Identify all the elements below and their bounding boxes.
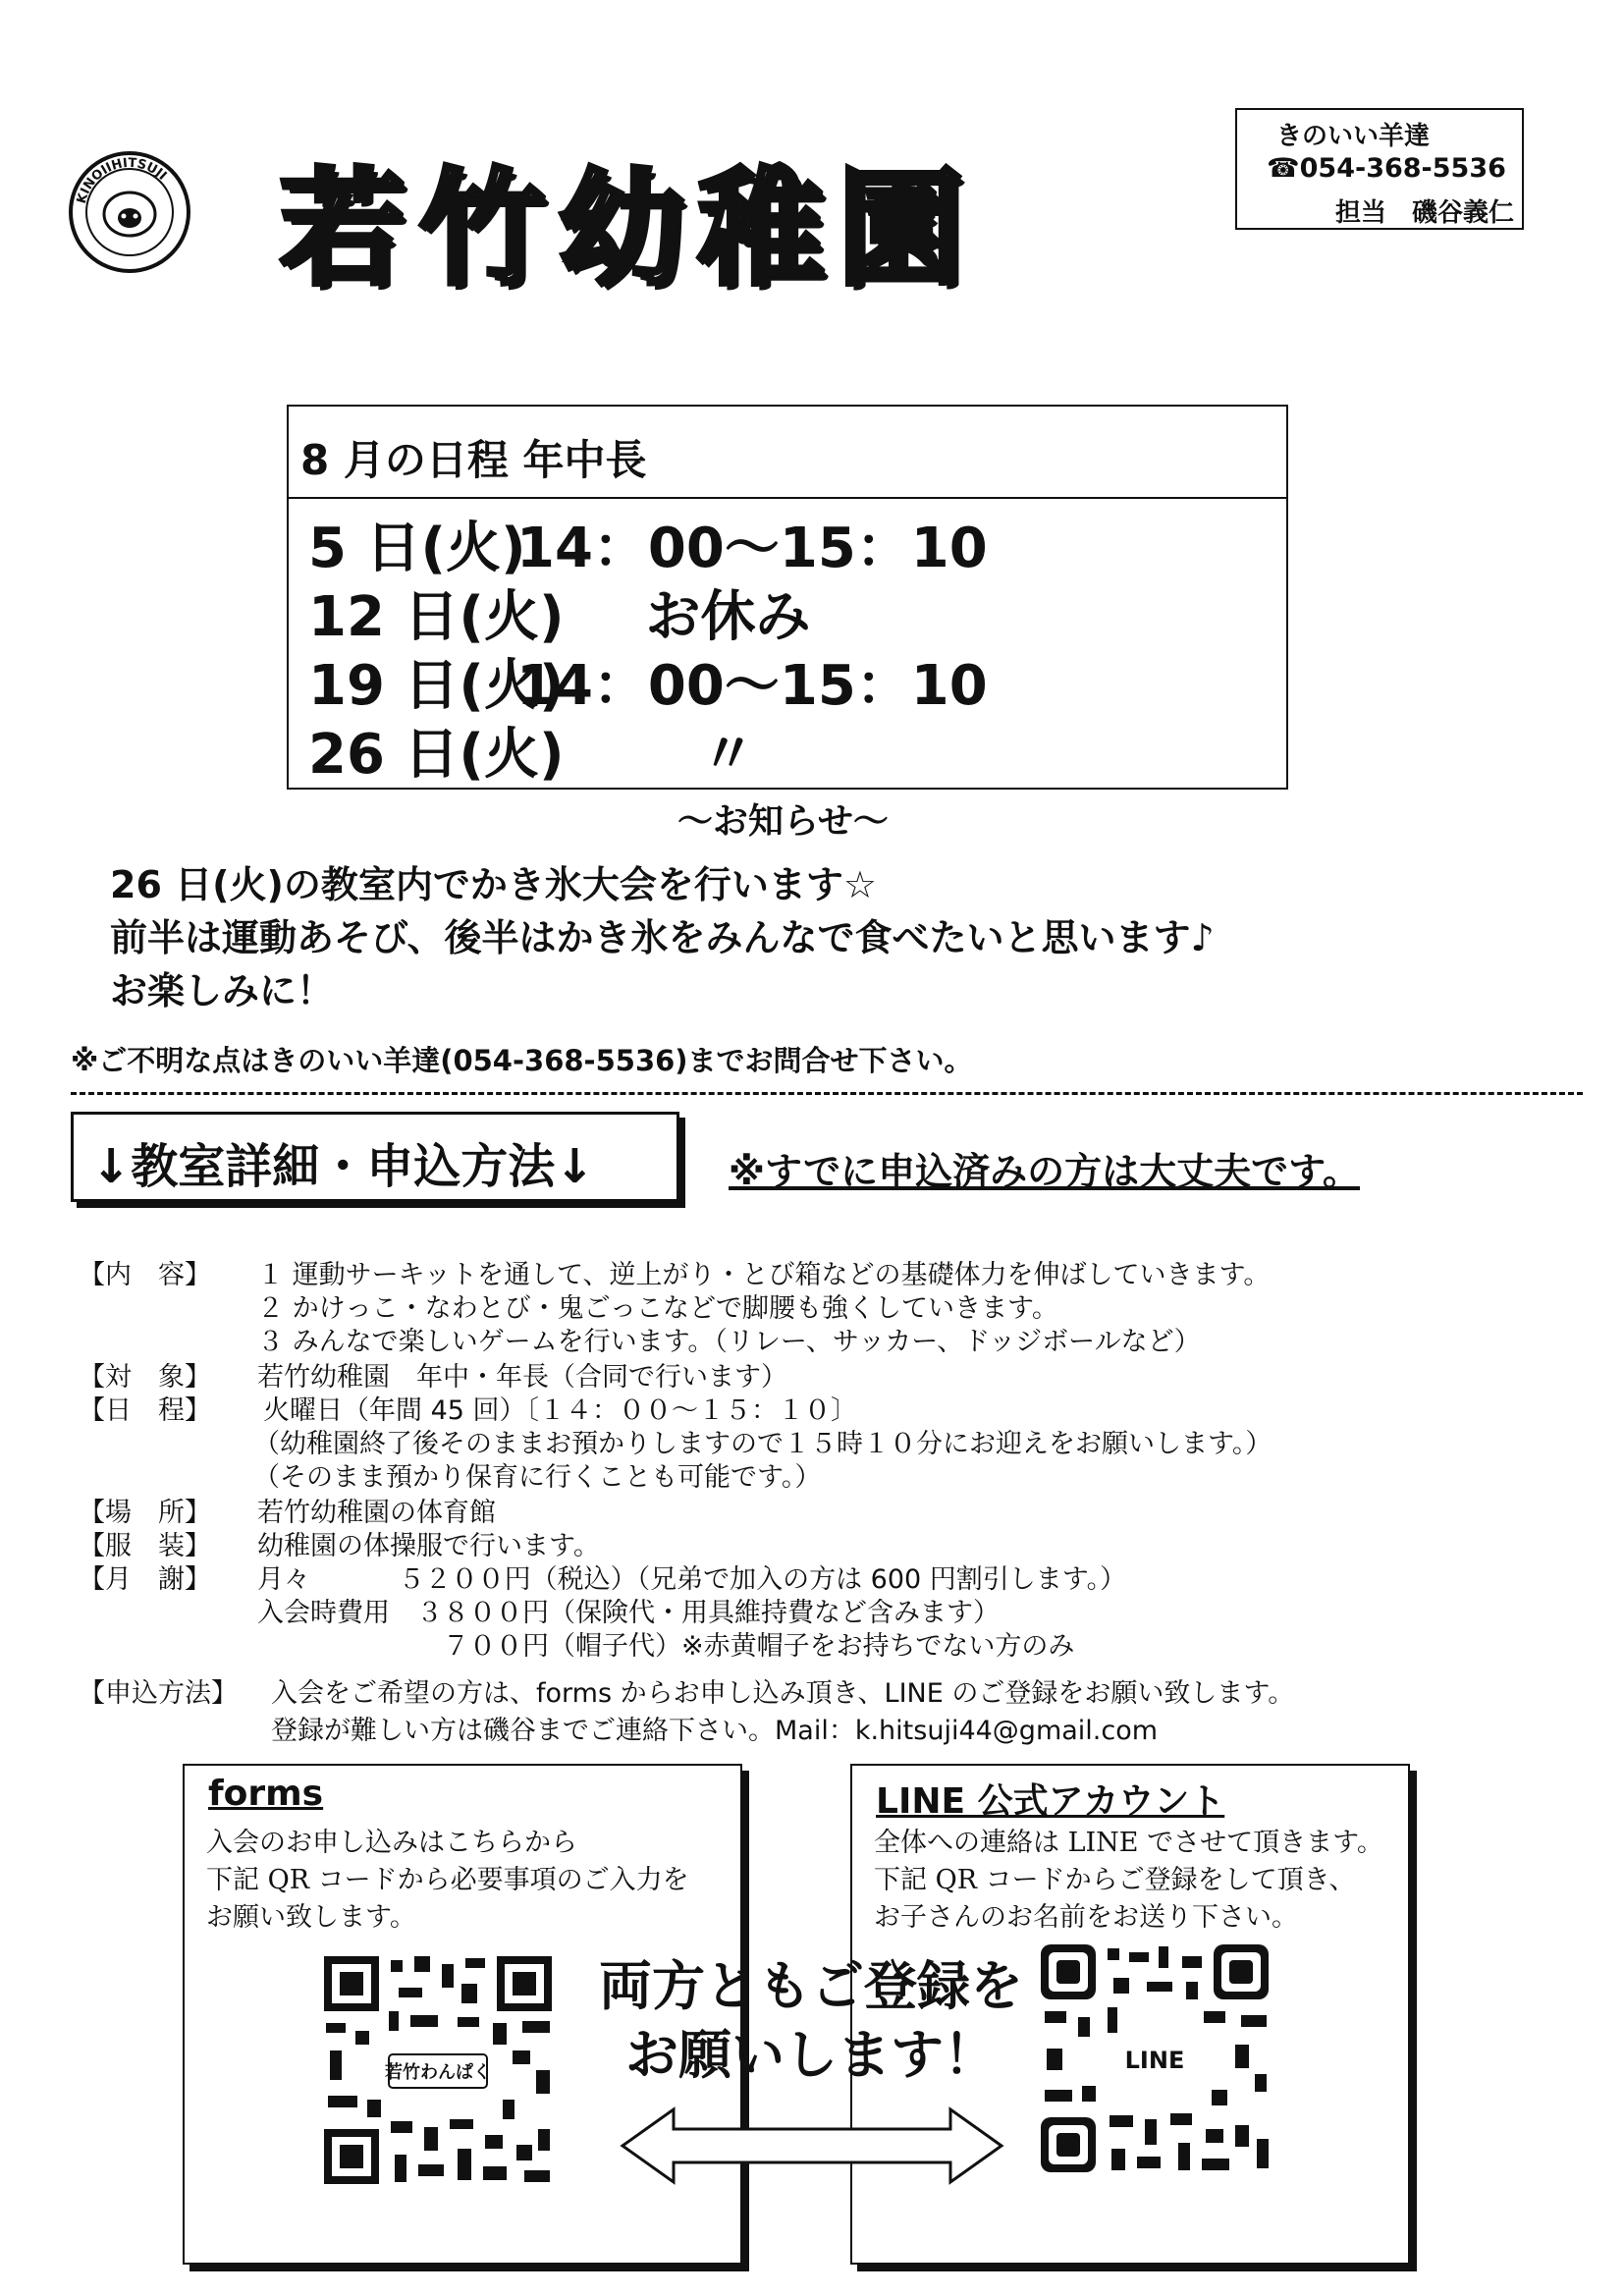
- details-heading: ↓教室詳細・申込方法↓: [91, 1139, 595, 1194]
- schedule-date: 26 日(火): [308, 723, 565, 787]
- place-label: 【場 所】: [79, 1498, 211, 1528]
- content-label: 【内 容】: [79, 1260, 211, 1290]
- schedule-row: [308, 711, 756, 790]
- content-line: ２ かけっこ・なわとび・鬼ごっこなどで脚腰も強くしていきます。: [257, 1293, 1058, 1324]
- schedule-time: 14：00～15：10: [516, 517, 988, 580]
- line-qr-code[interactable]: [1039, 1942, 1271, 2174]
- target-value: 若竹幼稚園 年中・年長（合同で行います）: [257, 1362, 787, 1393]
- contact-person: 担当 磯谷義仁: [1335, 198, 1515, 228]
- clothes-label: 【服 装】: [79, 1531, 211, 1561]
- line-box-line: 下記 QR コードからご登録をして頂き、: [874, 1865, 1356, 1895]
- apply-line: 登録が難しい方は磯谷までご連絡下さい。Mail：k.hitsuji44@gmail.com: [271, 1716, 1159, 1746]
- line-title: LINE 公式アカウント: [876, 1781, 1225, 1822]
- divider: [71, 1092, 1583, 1095]
- target-label: 【対 象】: [79, 1362, 211, 1393]
- content-line: １ 運動サーキットを通して、逆上がり・とび箱などの基礎体力を伸ばしていきます。: [257, 1260, 1271, 1290]
- forms-title: forms: [208, 1774, 324, 1814]
- schedule-header: [289, 407, 1286, 499]
- forms-qr-label: 若竹わんぱく: [385, 2062, 491, 2083]
- center-message-line: お願いします！: [625, 2024, 997, 2086]
- contact-box: [1235, 108, 1524, 230]
- notice-line: お楽しみに！: [110, 969, 335, 1012]
- contact-phone: ☎054-368-5536: [1267, 153, 1506, 184]
- inquiry-note: ※ご不明な点はきのいい羊達(054-368-5536)までお問合せ下さい。: [71, 1044, 973, 1077]
- forms-line: お願い致します。: [206, 1902, 416, 1933]
- content-line: ３ みんなで楽しいゲームを行います。（リレー、サッカー、ドッジボールなど）: [257, 1327, 1201, 1357]
- notice-line: 前半は運動あそび、後半はかき氷をみんなで食べたいと思います♪: [110, 916, 1215, 959]
- line-qr-label: LINE: [1124, 2047, 1185, 2074]
- line-box-line: お子さんのお名前をお送り下さい。: [874, 1902, 1298, 1933]
- school-logo: [67, 149, 192, 275]
- schedule-box: [287, 405, 1288, 790]
- fee-line: 入会時費用 ３８００円（保険代・用具維持費など含みます）: [257, 1598, 1000, 1628]
- details-heading-box: [71, 1112, 679, 1202]
- fee-line: ７００円（帽子代）※赤黄帽子をお持ちでない方のみ: [257, 1631, 1075, 1662]
- notice-line: 26 日(火)の教室内でかき氷大会を行います☆: [110, 863, 877, 906]
- schedule-heading: 8 月の日程 年中長: [300, 436, 647, 484]
- fee-label: 【月 謝】: [79, 1564, 211, 1595]
- logo-text: KINOIIHITSUJI: [74, 155, 170, 206]
- forms-line: 下記 QR コードから必要事項のご入力を: [206, 1865, 689, 1895]
- already-applied-note: ※すでに申込済みの方は大丈夫です。: [729, 1150, 1361, 1193]
- schedule-time: 〃: [516, 723, 756, 787]
- line-box-line: 全体への連絡は LINE でさせて頂きます。: [874, 1828, 1383, 1858]
- page-title: 若竹幼稚園: [280, 156, 978, 302]
- fee-line: 月々 ５２００円（税込）（兄弟で加入の方は 600 円割引します。）: [257, 1564, 1127, 1595]
- forms-qr-code[interactable]: [320, 1952, 556, 2188]
- contact-org: きのいい羊達: [1276, 122, 1431, 151]
- schedule-row: [308, 574, 811, 652]
- schedule-detail-line: （幼稚園終了後そのままお預かりしますので１５時１０分にお迎えをお願いします。）: [253, 1429, 1272, 1459]
- schedule-row: [308, 642, 988, 721]
- apply-line: 入会をご希望の方は、forms からお申し込み頂き、LINE のご登録をお願い致します。: [271, 1678, 1295, 1709]
- schedule-row: [308, 505, 988, 583]
- notice-title: ～お知らせ～: [677, 801, 889, 842]
- schedule-label: 【日 程】: [79, 1395, 211, 1426]
- center-message-line: 両方ともご登録を: [599, 1955, 1023, 2017]
- forms-line: 入会のお申し込みはこちらから: [206, 1828, 577, 1858]
- schedule-detail-line: （そのまま預かり保育に行くことも可能です。）: [253, 1462, 822, 1493]
- schedule-detail-line: 火曜日（年間 45 回）〔１４：００～１５：１０〕: [263, 1395, 858, 1426]
- schedule-date: 19 日(火): [308, 654, 565, 718]
- schedule-time: お休み: [516, 585, 811, 649]
- place-value: 若竹幼稚園の体育館: [257, 1498, 496, 1528]
- apply-label: 【申込方法】: [79, 1678, 238, 1709]
- clothes-value: 幼稚園の体操服で行います。: [257, 1531, 600, 1561]
- schedule-time: 14：00～15：10: [516, 654, 988, 718]
- schedule-date: 5 日(火): [308, 517, 526, 580]
- double-arrow-icon: [619, 2105, 1005, 2186]
- schedule-date: 12 日(火): [308, 585, 565, 649]
